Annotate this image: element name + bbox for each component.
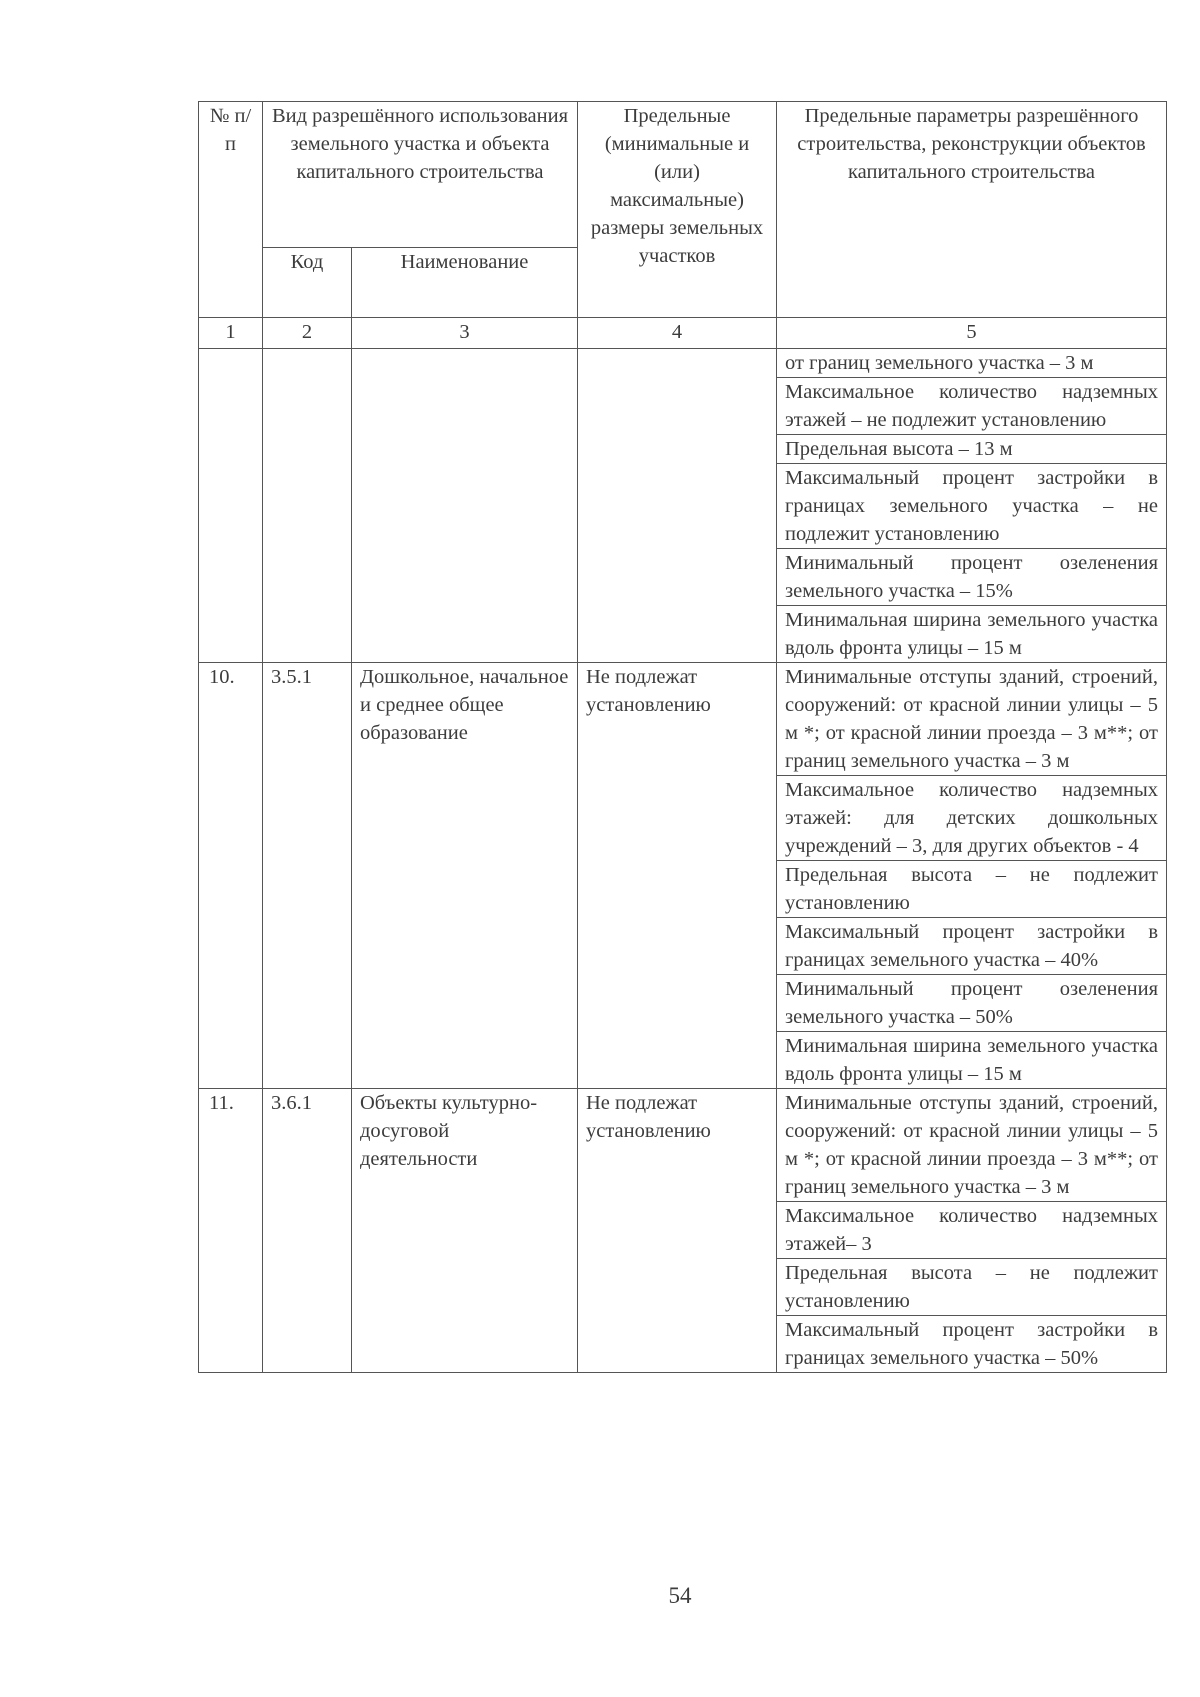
row-plot-sizes [578, 349, 777, 663]
param-cell: Максимальное количество надземных этажей– 3 [777, 1202, 1167, 1259]
param-cell: Максимальное количество надземных этажей – не подлежит установлению [777, 378, 1167, 435]
param-cell: Максимальный процент застройки в границах земельного участка – не подлежит установлению [777, 464, 1167, 549]
row-name: Объекты культурно-досуговой деятельности [352, 1089, 578, 1373]
header-plot-sizes: Предельные (минимальные и (или) максимальные) размеры земельных участков [578, 102, 777, 318]
param-cell: Предельная высота – 13 м [777, 435, 1167, 464]
row-code: 3.6.1 [263, 1089, 352, 1373]
row-number: 11. [199, 1089, 263, 1373]
row-code [263, 349, 352, 663]
row-plot-sizes: Не подлежат установлению [578, 663, 777, 1089]
header-construction-params: Предельные параметры разрешённого строительства, реконструкции объектов капитального строительства [777, 102, 1167, 318]
row-number: 10. [199, 663, 263, 1089]
header-code: Код [263, 248, 352, 318]
row-number [199, 349, 263, 663]
row-name: Дошкольное, начальное и среднее общее образование [352, 663, 578, 1089]
row-name [352, 349, 578, 663]
param-cell: Предельная высота – не подлежит установлению [777, 861, 1167, 918]
param-cell: Минимальные отступы зданий, строений, сооружений: от красной линии улицы – 5 м *; от красной линии проезда – 3 м**; от границ земельного участка – 3 м [777, 663, 1167, 776]
param-cell: Минимальная ширина земельного участка вдоль фронта улицы – 15 м [777, 1032, 1167, 1089]
column-number: 2 [263, 318, 352, 349]
column-number: 1 [199, 318, 263, 349]
row-code: 3.5.1 [263, 663, 352, 1089]
param-cell: Максимальное количество надземных этажей: для детских дошкольных учреждений – 3, для других объектов - 4 [777, 776, 1167, 861]
param-cell: Минимальная ширина земельного участка вдоль фронта улицы – 15 м [777, 606, 1167, 663]
header-name: Наименование [352, 248, 578, 318]
param-cell: Минимальные отступы зданий, строений, сооружений: от красной линии улицы – 5 м *; от красной линии проезда – 3 м**; от границ земельного участка – 3 м [777, 1089, 1167, 1202]
param-cell: Минимальный процент озеленения земельного участка – 15% [777, 549, 1167, 606]
header-permitted-use: Вид разрешённого использования земельного участка и объекта капитального строительства [263, 102, 578, 248]
param-cell: Максимальный процент застройки в границах земельного участка – 50% [777, 1316, 1167, 1373]
param-cell: Предельная высота – не подлежит установлению [777, 1259, 1167, 1316]
param-cell: Максимальный процент застройки в границах земельного участка – 40% [777, 918, 1167, 975]
column-number: 5 [777, 318, 1167, 349]
zoning-parameters-table [198, 101, 1167, 1373]
column-number: 4 [578, 318, 777, 349]
param-cell: Минимальный процент озеленения земельного участка – 50% [777, 975, 1167, 1032]
page-number: 54 [668, 1583, 692, 1608]
header-no: № п/п [199, 102, 263, 318]
row-plot-sizes: Не подлежат установлению [578, 1089, 777, 1373]
param-cell: от границ земельного участка – 3 м [777, 349, 1167, 378]
column-number: 3 [352, 318, 578, 349]
